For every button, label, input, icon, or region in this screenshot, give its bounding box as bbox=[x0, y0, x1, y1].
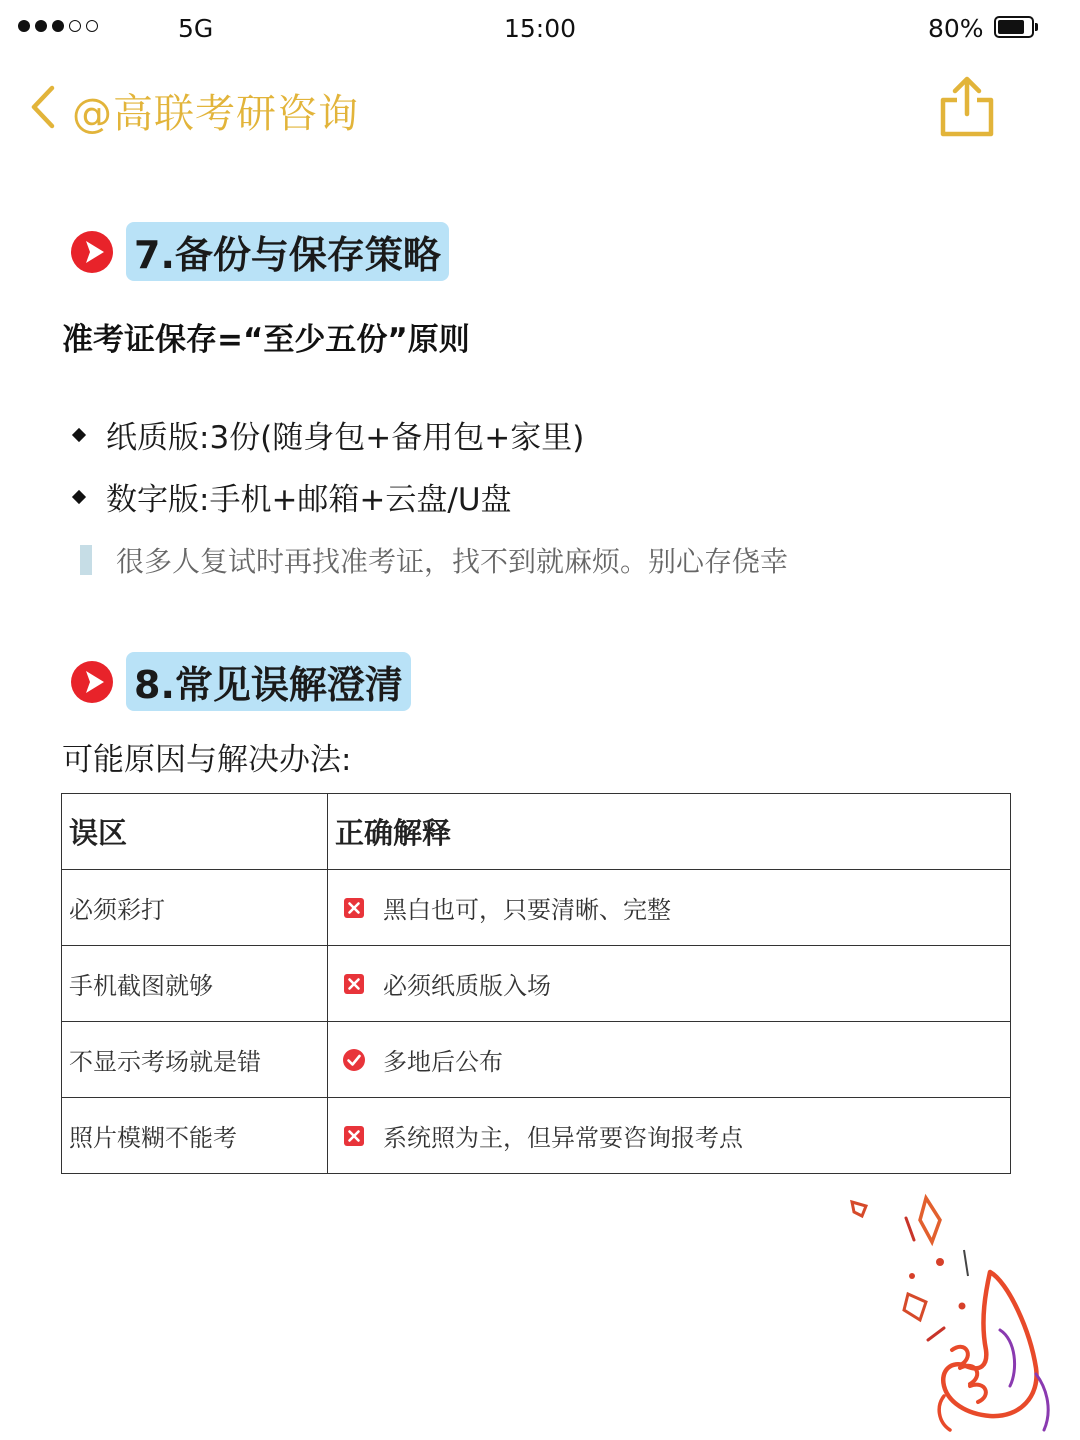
quote-bar bbox=[80, 545, 92, 575]
decorative-doodle-icon bbox=[840, 1190, 1080, 1440]
table-row bbox=[62, 870, 1011, 946]
battery-icon bbox=[994, 16, 1034, 38]
explanation-cell bbox=[328, 946, 1011, 1022]
bullet-icon bbox=[72, 489, 86, 503]
column-header-myth: 误区 bbox=[62, 794, 328, 870]
play-icon bbox=[70, 230, 114, 274]
explanation-text: 多地后公布 bbox=[383, 1048, 503, 1076]
cross-icon bbox=[343, 973, 365, 995]
section-7-subheading: 准考证保存=“至少五份”原则 bbox=[62, 322, 470, 358]
explanation-cell bbox=[328, 1098, 1011, 1174]
cross-icon bbox=[343, 897, 365, 919]
table-row bbox=[62, 946, 1011, 1022]
check-icon bbox=[343, 1049, 365, 1071]
battery-percent: 80% bbox=[928, 14, 984, 43]
column-header-explanation: 正确解释 bbox=[328, 794, 1011, 870]
explanation-cell bbox=[328, 870, 1011, 946]
nav-bar bbox=[0, 72, 1080, 152]
myth-cell: 照片模糊不能考 bbox=[62, 1098, 328, 1174]
explanation-text: 必须纸质版入场 bbox=[383, 972, 551, 1000]
list-item-text: 数字版:手机+邮箱+云盘/U盘 bbox=[106, 482, 512, 518]
clock: 15:00 bbox=[503, 14, 577, 43]
network-type: 5G bbox=[178, 14, 214, 43]
myth-table bbox=[61, 793, 1011, 1174]
table-row bbox=[62, 1022, 1011, 1098]
bullet-icon bbox=[72, 427, 86, 441]
table-header-row bbox=[62, 794, 1011, 870]
list-item bbox=[72, 412, 584, 457]
myth-cell: 不显示考场就是错 bbox=[62, 1022, 328, 1098]
explanation-text: 黑白也可，只要清晰、完整 bbox=[383, 896, 671, 924]
section-8-header bbox=[70, 652, 411, 711]
table-row bbox=[62, 1098, 1011, 1174]
quote-text: 很多人复试时再找准考证，找不到就麻烦。别心存侥幸 bbox=[116, 545, 789, 578]
section-7-title: 7.备份与保存策略 bbox=[126, 222, 449, 281]
section-8-title: 8.常见误解澄清 bbox=[126, 652, 411, 711]
section-8-intro: 可能原因与解决办法: bbox=[62, 742, 352, 778]
share-icon[interactable] bbox=[938, 74, 996, 140]
myth-cell: 必须彩打 bbox=[62, 870, 328, 946]
cross-icon bbox=[343, 1125, 365, 1147]
quote-note bbox=[80, 540, 788, 580]
list-item bbox=[72, 474, 512, 519]
play-icon bbox=[70, 660, 114, 704]
explanation-text: 系统照为主，但异常要咨询报考点 bbox=[383, 1124, 743, 1152]
page-title: @高联考研咨询 bbox=[72, 91, 359, 137]
list-item-text: 纸质版:3份(随身包+备用包+家里) bbox=[106, 420, 585, 456]
myth-cell: 手机截图就够 bbox=[62, 946, 328, 1022]
section-7-header bbox=[70, 222, 449, 281]
chevron-left-icon[interactable] bbox=[26, 82, 60, 132]
explanation-cell bbox=[328, 1022, 1011, 1098]
status-bar bbox=[0, 0, 1080, 60]
